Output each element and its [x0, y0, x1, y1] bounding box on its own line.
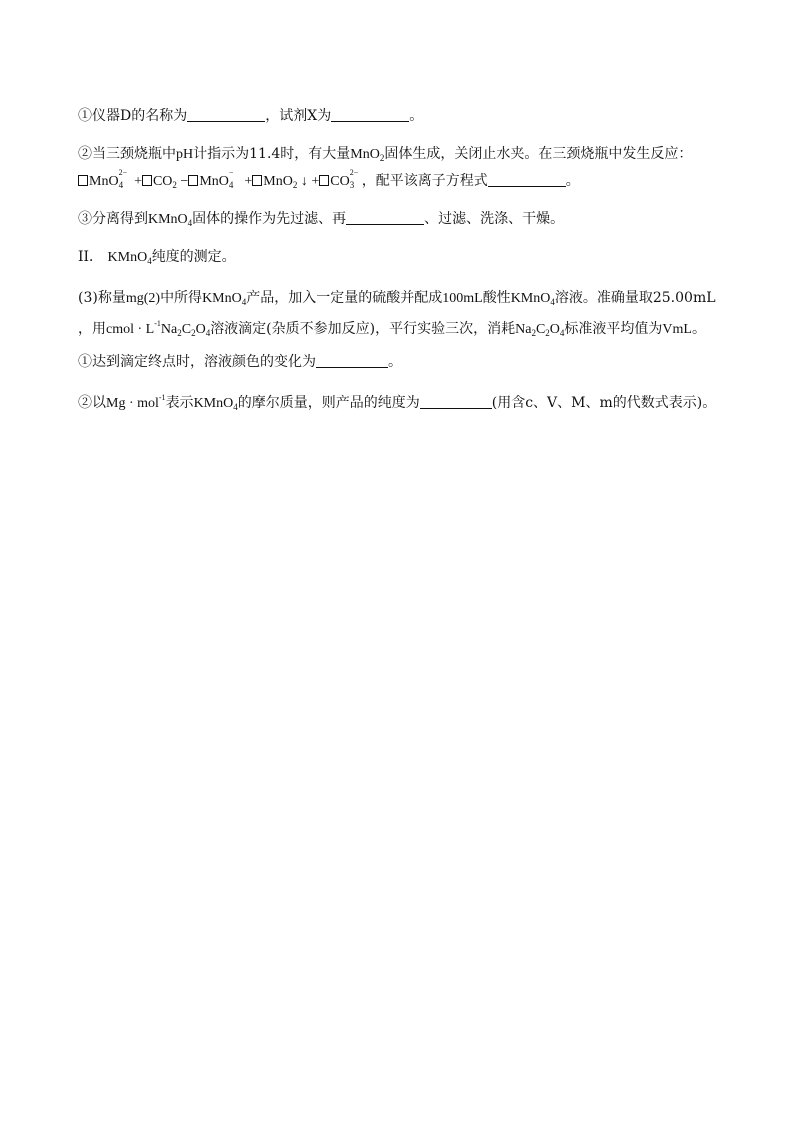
molar-mass-exponent: -1: [158, 393, 166, 402]
q6-text-b: 表示: [165, 395, 194, 411]
q3-text-b: 固体的操作为先过滤、再: [192, 211, 347, 227]
kmno4-subscript: 4: [147, 256, 152, 266]
coefficient-box-4[interactable]: [252, 175, 262, 186]
q1-text-a: ①仪器D的名称为: [78, 108, 188, 124]
q6-text-a: ②以: [78, 395, 106, 411]
question-2-line-1: [78, 145, 692, 167]
coefficient-box-1[interactable]: [78, 175, 88, 186]
kmno4-subscript: 4: [187, 218, 193, 228]
q2-text-d: ，配平该离子方程式: [361, 173, 488, 189]
eq-plus-3: +: [311, 174, 320, 189]
kmno4-formula-2: KMnO: [510, 291, 551, 306]
question-6-line: [78, 389, 716, 416]
q5-text-b: 。: [388, 354, 402, 370]
concentration-exponent: -1: [154, 319, 161, 328]
q3-text-c: 、过滤、洗涤、干燥。: [424, 211, 565, 227]
na2c2o4-2-sub-1: 2: [531, 328, 536, 338]
kmno4-formula: KMnO: [107, 250, 148, 265]
q5-text-a: ①达到滴定终点时，溶液颜色的变化为: [78, 354, 316, 370]
eq-mno4-subscript: 4: [118, 180, 124, 190]
eq-mno2: MnO: [263, 174, 293, 189]
kmno4-subscript: 4: [233, 402, 238, 412]
q4-text-h: 标准液平均值为: [564, 321, 663, 337]
na2c2o4-o: O: [195, 322, 206, 337]
answer-blank-operation[interactable]: [346, 210, 424, 225]
volume-vml: VmL: [662, 322, 692, 337]
q4-text-c: 产品，加入一定量的硫酸并配成: [246, 290, 443, 306]
answer-blank-instrument-d[interactable]: [187, 107, 265, 122]
kmno4-formula: KMnO: [148, 212, 188, 227]
eq-co2-subscript: 2: [172, 180, 177, 190]
answer-blank-color-change[interactable]: [316, 353, 388, 368]
q2-text-b: 计指示为11.4时，有大量: [193, 146, 351, 162]
question-4-line-2: [78, 315, 706, 342]
mno2-subscript: 2: [379, 153, 385, 163]
q4-text-f: ，用: [78, 321, 106, 337]
eq-plus-1: +: [134, 174, 142, 189]
eq-plus-2: +: [244, 174, 253, 189]
answer-blank-equation[interactable]: [488, 172, 566, 187]
na2c2o4-c-2: C: [535, 322, 546, 337]
eq-co3-charge: 2−: [349, 168, 359, 177]
eq-co2: CO: [152, 174, 173, 189]
coefficient-box-3[interactable]: [188, 175, 198, 186]
section-2-heading: [78, 248, 236, 270]
q4-text-e: 溶液。准确量取25.00mL: [554, 290, 716, 306]
question-3-line: [78, 210, 564, 232]
ph-symbol: pH: [176, 147, 194, 162]
eq-co3: CO: [330, 174, 350, 189]
question-4-line-1: [78, 289, 716, 311]
eq-mno4-minus: MnO: [199, 174, 229, 189]
eq-mno2-subscript: 2: [292, 180, 298, 190]
molar-mass-unit: Mg · mol: [106, 396, 159, 411]
q2-text-e: 。: [565, 173, 580, 189]
eq-mno4-2minus: MnO: [89, 174, 119, 189]
section-title: 纯度的测定。: [151, 249, 236, 265]
q6-text-d: (用含c、V、M、m的代数式表示)。: [491, 395, 717, 411]
answer-blank-reagent-x[interactable]: [331, 107, 409, 122]
concentration-unit: cmol · L: [106, 322, 155, 337]
mno2-formula: MnO: [350, 147, 380, 162]
na2c2o4-na-2: Na: [515, 322, 532, 337]
na2c2o4-o-2: O: [549, 322, 560, 337]
q1-text-c: 。: [409, 108, 424, 124]
answer-blank-purity[interactable]: [420, 394, 492, 409]
q2-text-a: ②当三颈烧瓶中: [78, 146, 176, 162]
eq-mno4-charge: 2−: [118, 168, 128, 177]
q4-text-i: 。: [691, 321, 706, 337]
q4-text-d: 酸性: [482, 290, 511, 306]
na2c2o4-sub-2: 2: [191, 328, 196, 338]
kmno4-formula: KMnO: [193, 396, 234, 411]
section-number: II．: [78, 249, 104, 265]
kmno4-formula: KMnO: [202, 291, 242, 306]
na2c2o4-na: Na: [160, 322, 178, 337]
na2c2o4-sub-1: 2: [177, 328, 182, 338]
kmno4-subscript: 4: [241, 297, 247, 307]
q1-text-b: ，试剂X为: [265, 108, 332, 124]
na2c2o4-2-sub-3: 4: [559, 328, 565, 338]
na2c2o4-2-sub-2: 2: [545, 328, 550, 338]
coefficient-box-5[interactable]: [319, 175, 329, 186]
eq-reaction-sign: −: [180, 174, 189, 189]
eq-co3-subscript: 3: [349, 180, 355, 190]
volume-100ml: 100mL: [442, 291, 483, 306]
q4-text-b: 中所得: [160, 290, 203, 306]
q3-text-a: ③分离得到: [78, 211, 148, 227]
question-1-line: [78, 107, 423, 125]
kmno4-subscript-2: 4: [550, 297, 555, 307]
q4-text-g: 溶液滴定(杂质不参加反应)，平行实验三次，消耗: [210, 321, 516, 337]
q2-text-c: 固体生成，关闭止水夹。在三颈烧瓶中发生反应：: [384, 146, 693, 162]
precipitate-arrow-icon: ↓: [300, 174, 308, 189]
na2c2o4-c: C: [181, 322, 192, 337]
mass-mg: mg(2): [125, 291, 161, 306]
eq-mno4b-subscript: 4: [228, 180, 234, 190]
ionic-equation-line: [78, 168, 580, 194]
eq-mno4b-charge: −: [228, 168, 234, 177]
coefficient-box-2[interactable]: [142, 175, 152, 186]
question-5-line: [78, 353, 402, 371]
na2c2o4-sub-3: 4: [205, 328, 211, 338]
q6-text-c: 的摩尔质量，则产品的纯度为: [237, 395, 420, 411]
q4-text-a: (3)称量: [78, 290, 126, 306]
